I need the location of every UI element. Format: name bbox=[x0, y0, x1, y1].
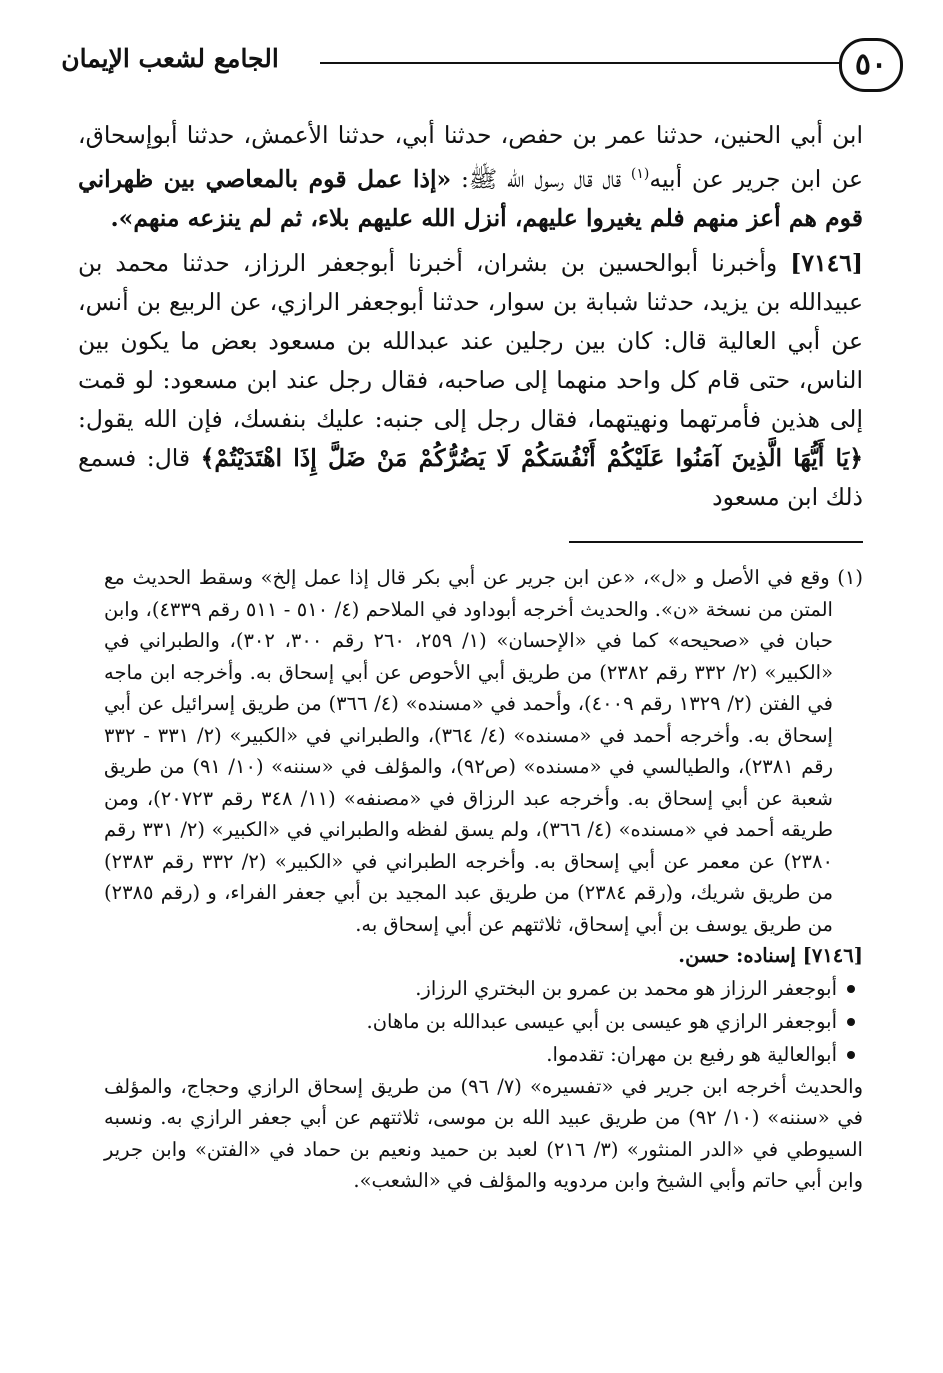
list-item bbox=[104, 1038, 837, 1071]
narrator-list bbox=[104, 972, 863, 1071]
p1-text-b: قال قال رسول الله ﷺ: bbox=[451, 164, 631, 193]
narrator-note: أبوجعفر الرازي هو عيسى بن أبي عيسى عبدالله بن ماهان. bbox=[366, 1009, 837, 1033]
footnote-1: (١) وقع في الأصل و «ل»، «عن ابن جرير عن أبي بكر قال إذا عمل إلخ» وسقط الحديث مع المتن من نسخة «ن». والحديث أخرجه أبوداود في الملاحم (٤/ ٥١٠ - ٥١١ رقم ٤٣٣٩)، وابن حبان في «صحيحه» كما في «الإحسان» (١/ ٢٥٩، ٢٦٠ رقم ٣٠٠، ٣٠٢)، والطبراني في «الكبير» (٢/ ٣٣٢ رقم ٢٣٨٢) من طريق أبي الأحوص عن أبي إسحاق به. وأخرجه ابن ماجه في الفتن (٢/ ١٣٢٩ رقم ٤٠٠٩)، وأحمد في «مسنده» (٤/ ٣٦٦) من طريق إسرائيل عن أبي إسحاق به. وأخرجه أحمد في «مسنده» (٤/ ٣٦٤)، والطبراني في «الكبير» (٢/ ٣٣١ - ٣٣٢ رقم ٢٣٨١)، والطيالسي في «مسنده» (ص٩٢)، والمؤلف في «سننه» (١٠/ ٩١) من طريق شعبة عن أبي إسحاق به. وأخرجه عبد الرزاق في «مصنفه» (١١/ ٣٤٨ رقم ٢٠٧٢٣)، ومن طريقه أحمد في «مسنده» (٤/ ٣٦٦)، ولم يسق لفظه والطبراني في «الكبير» (٢/ ٣٣١ رقم ٢٣٨٠) عن معمر عن أبي إسحاق به. وأخرجه الطبراني في «الكبير» (٢/ ٣٣٢ رقم ٢٣٨٣) من طريق شريك، و(رقم ٢٣٨٤) من طريق عبد المجيد بن أبي جعفر الفراء، و (رقم ٢٣٨٥) من طريق يوسف بن أبي إسحاق، ثلاثتهم عن أبي إسحاق به. bbox=[104, 566, 863, 936]
hadith-paragraph-1 bbox=[78, 116, 863, 238]
hadith-number: [٧١٤٦] bbox=[790, 248, 863, 277]
bullet-icon bbox=[847, 1018, 855, 1026]
hadith-quote: «إذا عمل قوم بالمعاصي بين ظهراني قوم هم أعز منهم فلم يغيروا عليهم، أنزل الله عليهم بلاء، ثم لم ينزعه منهم». bbox=[78, 164, 863, 232]
main-text bbox=[78, 116, 863, 517]
p1-text-a: ابن أبي الحنين، حدثنا عمر بن حفص، حدثنا أبي، حدثنا الأعمش، حدثنا أبوإسحاق، عن ابن جرير عن أبيه bbox=[78, 121, 864, 193]
list-item bbox=[104, 1005, 837, 1038]
isnad-number: [٧١٤٦] bbox=[802, 944, 863, 967]
narrator-note: أبوجعفر الرزاز هو محمد بن عمرو بن البختري الرزاز. bbox=[415, 976, 837, 1000]
footnotes bbox=[104, 562, 863, 1197]
bullet-icon bbox=[847, 1051, 855, 1059]
closing-paragraph: والحديث أخرجه ابن جرير في «تفسيره» (٧/ ٩٦) من طريق إسحاق الرازي وحجاج، والمؤلف في «سننه» (١٠/ ٩٢) من طريق عبيد الله بن موسى، ثلاثتهم عن أبي جعفر الرازي به. ونسبه السيوطي في «الدر المنثور» (٣/ ٢١٦) لعبد بن حميد ونعيم بن حماد في «الفتن» وابن جرير وابن أبي حاتم وأبي الشيخ وابن مردويه والمؤلف في «الشعب». bbox=[104, 1074, 863, 1192]
hadith-paragraph-2 bbox=[78, 244, 863, 517]
quran-verse: ﴿يَا أَيُّهَا الَّذِينَ آمَنُوا عَلَيْكُمْ أَنْفُسَكُمْ لَا يَضُرُّكُمْ مَنْ ضَلَّ إِذَا اهْتَدَيْتُمْ﴾ bbox=[200, 443, 863, 472]
header-rule bbox=[320, 62, 841, 64]
page-header bbox=[30, 38, 903, 98]
narrator-note: أبوالعالية هو رفيع بن مهران: تقدموا. bbox=[546, 1042, 837, 1066]
list-item bbox=[104, 972, 837, 1005]
footnote-divider bbox=[569, 541, 863, 543]
isnad-label: إسناده: حسن. bbox=[678, 944, 803, 967]
bullet-icon bbox=[847, 985, 855, 993]
page-number: ٥٠ bbox=[839, 38, 903, 92]
p2-text-b: قال: فسمع ذلك ابن مسعود bbox=[78, 443, 863, 511]
footnote-ref-1: (١) bbox=[630, 166, 650, 182]
book-title: الجامع لشعب الإيمان bbox=[61, 44, 279, 73]
p2-text-a: وأخبرنا أبوالحسين بن بشران، أخبرنا أبوجعفر الرزاز، حدثنا محمد بن عبيدالله بن يزيد، حدثنا شبابة بن سوار، حدثنا أبوجعفر الرازي، عن الربيع بن أنس، عن أبي العالية قال: كان بين رجلين عند عبدالله بن مسعود بعض ما يكون بين الناس، حتى قام كل واحد منهما إلى صاحبه، فقال رجل عند ابن مسعود: لو قمت إلى هذين فأمرتهما ونهيتهما، فقال رجل إلى جنبه: عليك بنفسك، فإن الله يقول: bbox=[78, 248, 863, 433]
isnad-line bbox=[104, 940, 863, 972]
